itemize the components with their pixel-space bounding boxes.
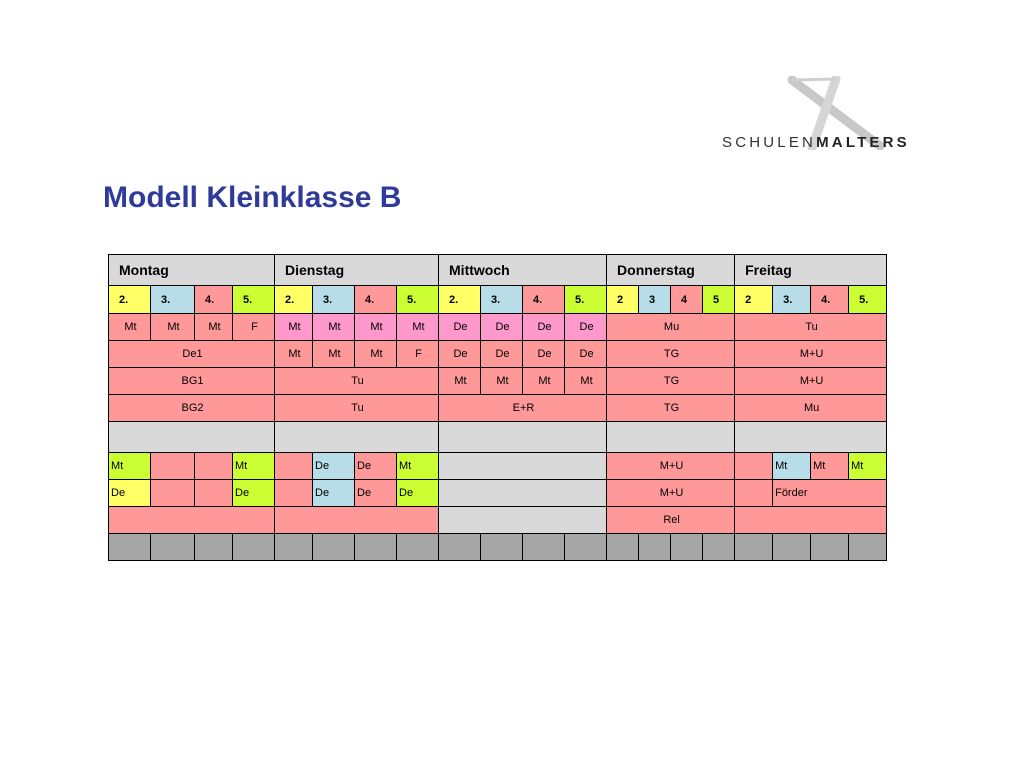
empty-cell [275, 534, 313, 561]
schulen-malters-logo [718, 76, 928, 156]
timetable-row [109, 395, 887, 422]
timetable-row [109, 507, 887, 534]
period-cell: 3. [313, 286, 355, 314]
empty-cell [397, 534, 439, 561]
lesson-cell: Mu [735, 395, 887, 422]
lesson-cell: TG [607, 395, 735, 422]
empty-cell [439, 534, 481, 561]
day-header: Freitag [735, 255, 887, 286]
timetable-row [109, 480, 887, 507]
empty-cell [735, 507, 887, 534]
empty-cell [313, 534, 355, 561]
empty-cell [439, 422, 607, 453]
lesson-cell: De [233, 480, 275, 507]
empty-cell [439, 507, 607, 534]
lesson-cell: Mt [109, 314, 151, 341]
lesson-cell: Mt [849, 453, 887, 480]
empty-cell [195, 480, 233, 507]
period-cell: 5 [703, 286, 735, 314]
empty-cell [151, 480, 195, 507]
empty-cell [151, 534, 195, 561]
lesson-cell: Mt [151, 314, 195, 341]
period-cell: 5. [233, 286, 275, 314]
empty-cell [355, 534, 397, 561]
lesson-cell: De [397, 480, 439, 507]
lesson-cell: Tu [275, 395, 439, 422]
empty-cell [735, 422, 887, 453]
separator-row [109, 422, 887, 453]
lesson-cell: De [109, 480, 151, 507]
lesson-cell: Mt [355, 314, 397, 341]
empty-cell [607, 422, 735, 453]
empty-cell [275, 507, 439, 534]
period-cell: 5. [397, 286, 439, 314]
day-header: Montag [109, 255, 275, 286]
lesson-cell: M+U [607, 453, 735, 480]
lesson-cell: De [523, 341, 565, 368]
page-title: Modell Kleinklasse B [103, 181, 402, 214]
lesson-cell: Mt [109, 453, 151, 480]
lesson-cell: Mt [397, 314, 439, 341]
day-header: Dienstag [275, 255, 439, 286]
lesson-cell: Mt [565, 368, 607, 395]
lesson-cell: Mt [275, 314, 313, 341]
lesson-cell: BG1 [109, 368, 275, 395]
empty-cell [773, 534, 811, 561]
lesson-cell: De [523, 314, 565, 341]
lesson-cell: De [313, 480, 355, 507]
period-cell: 3. [481, 286, 523, 314]
lesson-cell: M+U [735, 341, 887, 368]
period-cell: 5. [849, 286, 887, 314]
empty-cell [439, 480, 607, 507]
lesson-cell: Förder [773, 480, 887, 507]
period-cell: 3 [639, 286, 671, 314]
lesson-cell: Mt [313, 314, 355, 341]
period-cell: 4 [671, 286, 703, 314]
lesson-cell: De [565, 341, 607, 368]
empty-cell [523, 534, 565, 561]
empty-cell [639, 534, 671, 561]
empty-cell [735, 534, 773, 561]
footer-row [109, 534, 887, 561]
lesson-cell: Mu [607, 314, 735, 341]
lesson-cell: De [355, 480, 397, 507]
lesson-cell: Mt [773, 453, 811, 480]
empty-cell [109, 507, 275, 534]
empty-cell [849, 534, 887, 561]
lesson-cell: De1 [109, 341, 275, 368]
lesson-cell: Mt [811, 453, 849, 480]
empty-cell [481, 534, 523, 561]
lesson-cell: De [481, 314, 523, 341]
timetable-row [109, 453, 887, 480]
period-cell: 2. [275, 286, 313, 314]
timetable-row [109, 368, 887, 395]
period-row [109, 286, 887, 314]
lesson-cell: BG2 [109, 395, 275, 422]
lesson-cell: Mt [233, 453, 275, 480]
empty-cell [565, 534, 607, 561]
timetable [108, 254, 887, 561]
empty-cell [735, 453, 773, 480]
lesson-cell: Rel [607, 507, 735, 534]
empty-cell [195, 453, 233, 480]
period-cell: 2 [735, 286, 773, 314]
lesson-cell: Mt [355, 341, 397, 368]
lesson-cell: Mt [313, 341, 355, 368]
empty-cell [703, 534, 735, 561]
lesson-cell: F [397, 341, 439, 368]
logo-text-schulen: SCHULEN [722, 134, 817, 151]
lesson-cell: Mt [523, 368, 565, 395]
lesson-cell: De [439, 341, 481, 368]
day-header: Donnerstag [607, 255, 735, 286]
empty-cell [275, 422, 439, 453]
lesson-cell: E+R [439, 395, 607, 422]
period-cell: 2. [109, 286, 151, 314]
lesson-cell: De [355, 453, 397, 480]
empty-cell [151, 453, 195, 480]
lesson-cell: Tu [735, 314, 887, 341]
empty-cell [607, 534, 639, 561]
lesson-cell: F [233, 314, 275, 341]
period-cell: 4. [523, 286, 565, 314]
period-cell: 3. [773, 286, 811, 314]
logo-text-malters: MALTERS [816, 134, 910, 151]
empty-cell [275, 453, 313, 480]
empty-cell [811, 534, 849, 561]
lesson-cell: Mt [397, 453, 439, 480]
lesson-cell: M+U [735, 368, 887, 395]
lesson-cell: Mt [439, 368, 481, 395]
day-header: Mittwoch [439, 255, 607, 286]
empty-cell [275, 480, 313, 507]
logo-text [722, 134, 910, 151]
empty-cell [109, 534, 151, 561]
lesson-cell: De [565, 314, 607, 341]
empty-cell [233, 534, 275, 561]
period-cell: 4. [195, 286, 233, 314]
period-cell: 2 [607, 286, 639, 314]
lesson-cell: De [481, 341, 523, 368]
lesson-cell: TG [607, 341, 735, 368]
empty-cell [109, 422, 275, 453]
lesson-cell: M+U [607, 480, 735, 507]
empty-cell [439, 453, 607, 480]
empty-cell [671, 534, 703, 561]
lesson-cell: De [313, 453, 355, 480]
timetable-row [109, 314, 887, 341]
lesson-cell: Mt [481, 368, 523, 395]
empty-cell [195, 534, 233, 561]
period-cell: 2. [439, 286, 481, 314]
period-cell: 4. [811, 286, 849, 314]
lesson-cell: TG [607, 368, 735, 395]
day-header-row [109, 255, 887, 286]
lesson-cell: Mt [275, 341, 313, 368]
lesson-cell: Tu [275, 368, 439, 395]
empty-cell [735, 480, 773, 507]
timetable-row [109, 341, 887, 368]
period-cell: 5. [565, 286, 607, 314]
period-cell: 4. [355, 286, 397, 314]
period-cell: 3. [151, 286, 195, 314]
lesson-cell: De [439, 314, 481, 341]
lesson-cell: Mt [195, 314, 233, 341]
